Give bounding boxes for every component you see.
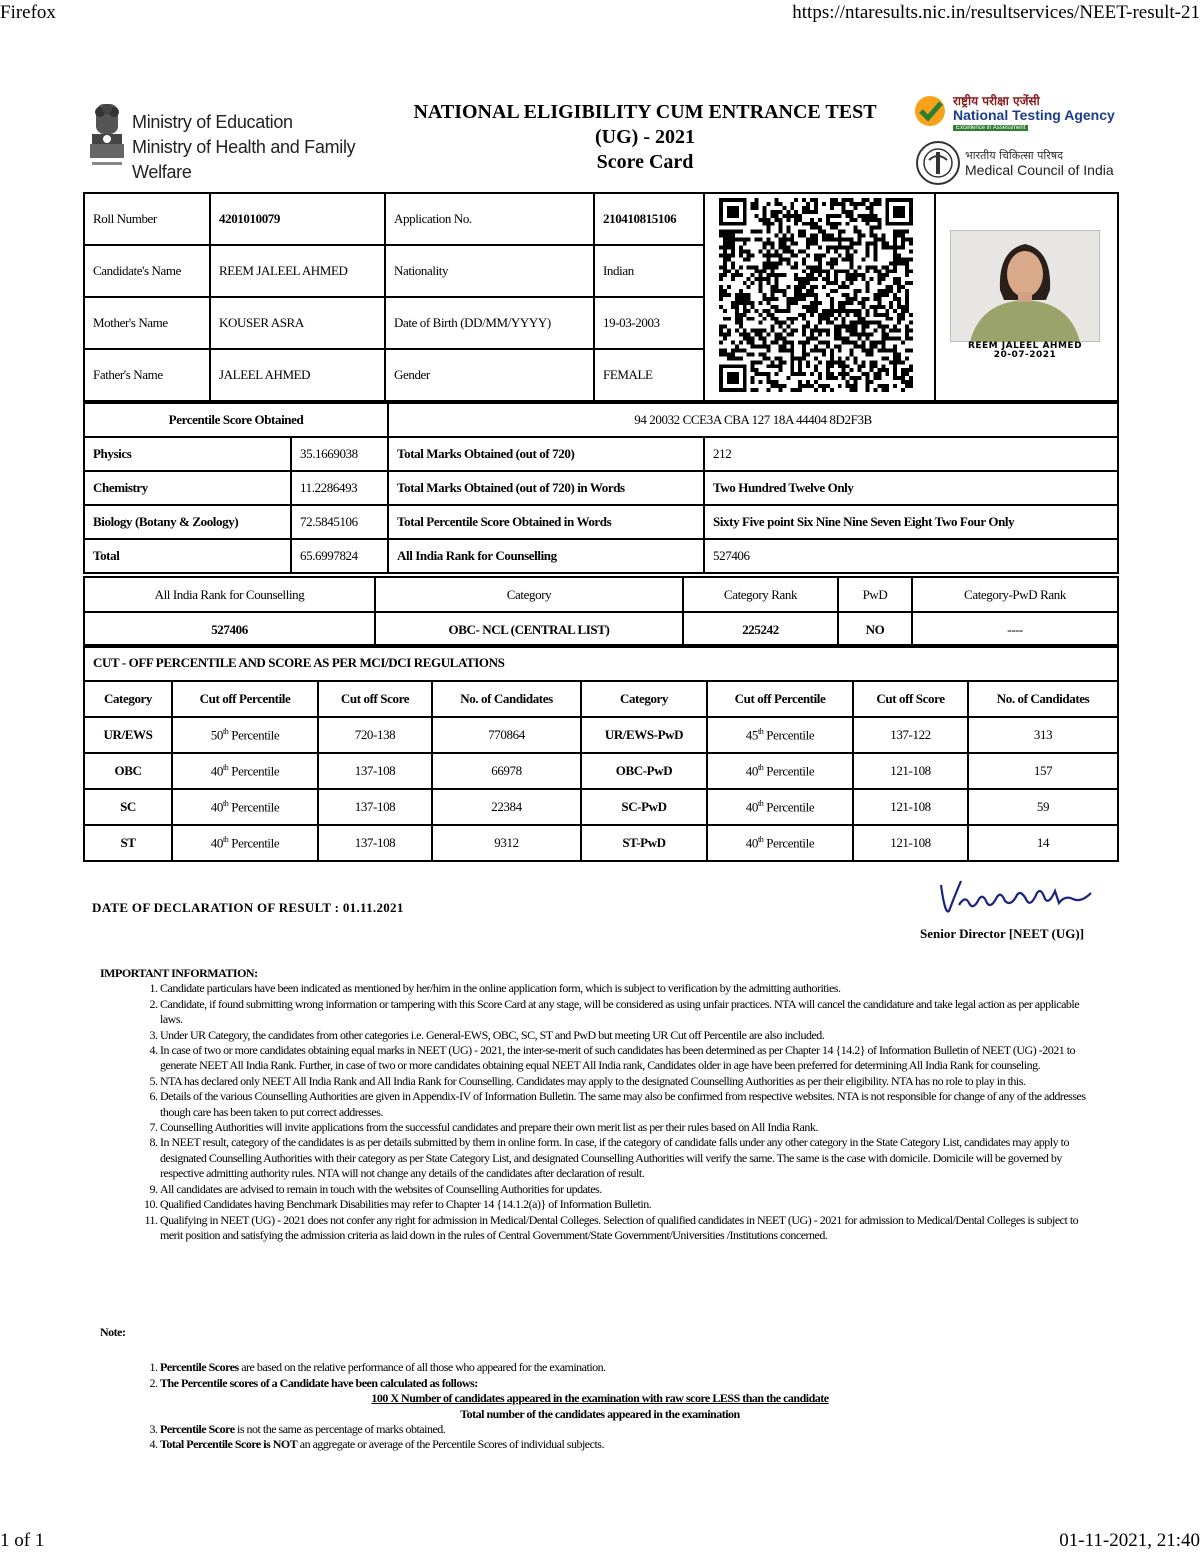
nationality-value: Indian <box>594 245 704 297</box>
cutoff-header: Cut off Score <box>853 681 968 717</box>
percentile-word: Percentile <box>766 727 815 743</box>
browser-url[interactable]: https://ntaresults.nic.in/resultservices/NEET-result-21 <box>792 2 1200 23</box>
info-item: 6. Details of the various Counselling Authorities are given in Appendix-IV of Information Bulletin. The same may also be confirmed from respective websites. NTA is not responsible for change of any of the addresses though care has been taken to put correct addresses. <box>160 1089 1100 1120</box>
national-emblem-icon <box>86 100 128 172</box>
percentile-header: Percentile Score Obtained <box>84 403 388 437</box>
note-3-text: is not the same as percentage of marks obtained. <box>234 1422 446 1437</box>
cutoff-pwd-score: 121-108 <box>853 789 968 825</box>
cutoff-pwd-percentile <box>707 789 853 825</box>
cutoff-row <box>84 717 1118 753</box>
category-header: Category <box>375 577 683 612</box>
marks-words-value: Two Hundred Twelve Only <box>704 471 1118 505</box>
cutoff-pwd-category: OBC-PwD <box>581 753 707 789</box>
note-item <box>160 1376 1100 1422</box>
formula-numerator: 100 X Number of candidates appeared in the examination with raw score LESS than the candidate <box>371 1391 829 1406</box>
cutoff-candidates: 66978 <box>432 753 581 789</box>
cutoff-row <box>84 825 1118 861</box>
percentile-number: 40 <box>745 835 758 851</box>
chemistry-label: Chemistry <box>84 471 291 505</box>
cutoff-score: 720-138 <box>318 717 432 753</box>
application-value: 210410815106 <box>594 193 704 245</box>
percentile-suffix: th <box>222 762 229 772</box>
cutoff-header: No. of Candidates <box>432 681 581 717</box>
note-section <box>100 1325 1100 1453</box>
nta-hindi-name: राष्ट्रीय परीक्षा एजेंसी <box>953 94 1040 108</box>
gender-value: FEMALE <box>594 349 704 401</box>
cutoff-percentile <box>172 789 318 825</box>
percentile-number: 40 <box>210 763 223 779</box>
info-list <box>100 981 1100 1243</box>
cutoff-category: ST <box>84 825 172 861</box>
nta-tagline: Excellence in Assessment <box>953 125 1028 131</box>
note-item <box>160 1360 1100 1375</box>
chemistry-value: 11.2286493 <box>291 471 388 505</box>
cutoff-row <box>84 789 1118 825</box>
cutoff-pwd-category: UR/EWS-PwD <box>581 717 707 753</box>
percentile-number: 40 <box>210 799 223 815</box>
cutoff-score: 137-108 <box>318 825 432 861</box>
cutoff-pwd-category: ST-PwD <box>581 825 707 861</box>
mother-label: Mother's Name <box>84 297 210 349</box>
roll-label: Roll Number <box>84 193 210 245</box>
biology-value: 72.5845106 <box>291 505 388 539</box>
category-pwd-rank-header: Category-PwD Rank <box>912 577 1118 612</box>
rank-cell: 527406 <box>84 612 375 647</box>
mci-hindi-name: भारतीय चिकित्सा परिषद <box>965 149 1063 162</box>
category-rank-header: Category Rank <box>683 577 838 612</box>
percentile-number: 40 <box>210 835 223 851</box>
cutoff-score: 137-108 <box>318 753 432 789</box>
info-item: 5. NTA has declared only NEET All India Rank and All India Rank for Counselling. Candidates may apply to the designated Counselling Authorities as per their eligibility. NTA has no role to play in this. <box>160 1074 1100 1089</box>
important-information <box>100 966 1100 1243</box>
title-line-2: (UG) - 2021 <box>595 126 695 148</box>
percentile-suffix: th <box>222 726 229 736</box>
page-indicator: 1 of 1 <box>0 1530 45 1551</box>
percentile-number: 45 <box>745 727 758 743</box>
gender-label: Gender <box>385 349 594 401</box>
note-1-text: are based on the relative performance of all those who appeared for the examination. <box>238 1360 606 1375</box>
dob-label: Date of Birth (DD/MM/YYYY) <box>385 297 594 349</box>
info-item: 3. Under UR Category, the candidates from other categories i.e. General-EWS, OBC, SC, ST and PwD but meeting UR Cut off Percentile are also included. <box>160 1028 1100 1043</box>
father-label: Father's Name <box>84 349 210 401</box>
cutoff-candidates: 770864 <box>432 717 581 753</box>
info-item: 4. In case of two or more candidates obtaining equal marks in NEET (UG) - 2021, the inter-se-merit of such candidates has been determined as per Chapter 14 {14.2} of Information Bulletin of NEET (UG) -2021 to generate NEET All India Rank. Further, in case of two or more candidates obtaining equal NEET All India rank, Candidates older in age have been preferred for determining All India Rank for counseling. <box>160 1043 1100 1074</box>
cutoff-pwd-percentile <box>707 753 853 789</box>
percentile-words-label: Total Percentile Score Obtained in Words <box>388 505 704 539</box>
category-pwd-rank-cell: ---- <box>912 612 1118 647</box>
print-datetime: 01-11-2021, 21:40 <box>1059 1530 1200 1551</box>
cutoff-pwd-percentile <box>707 825 853 861</box>
browser-app-name: Firefox <box>0 2 56 23</box>
cutoff-category: UR/EWS <box>84 717 172 753</box>
declaration-date: DATE OF DECLARATION OF RESULT : 01.11.2021 <box>92 900 404 915</box>
marks-value: 212 <box>704 437 1118 471</box>
cutoff-pwd-candidates: 14 <box>968 825 1118 861</box>
note-item <box>160 1437 1100 1452</box>
percentile-word: Percentile <box>231 835 280 851</box>
cutoff-pwd-percentile <box>707 717 853 753</box>
mci-english-name: Medical Council of India <box>965 162 1114 178</box>
info-item: 8. In NEET result, category of the candidates is as per details submitted by them in online form. In case, if the category of candidate falls under any other category in the State Category List, candidates may apply to designated Counselling Authorities with their category as per State Category List, and designated Counselling Authorities will verify the same. The same is the case with domicile. Domicile will be governed by respective admitting authority rules. NTA will not change any details of the candidates after declaration of result. <box>160 1135 1100 1181</box>
photo-caption-date: 20-07-2021 <box>993 350 1057 360</box>
roll-value: 4201010079 <box>210 193 385 245</box>
percentile-word: Percentile <box>766 799 815 815</box>
info-item: 10. Qualified Candidates having Benchmark Disabilities may refer to Chapter 14 {14.1.2(a)} of Information Bulletin. <box>160 1197 1100 1212</box>
nta-check-icon <box>913 94 947 128</box>
cutoff-candidates: 22384 <box>432 789 581 825</box>
percentile-word: Percentile <box>231 763 280 779</box>
ministry-education-text: Ministry of Education <box>132 112 293 132</box>
pwd-header: PwD <box>838 577 912 612</box>
info-item: 7. Counselling Authorities will invite applications from the successful candidates and prepare their own merit list as per their rules based on All India Rank. <box>160 1120 1100 1135</box>
note-list <box>100 1360 1100 1452</box>
cutoff-percentile <box>172 717 318 753</box>
signatory-title: Senior Director [NEET (UG)] <box>920 926 1085 941</box>
ministry-health-text: Ministry of Health and Family Welfare <box>132 137 356 182</box>
marks-words-label: Total Marks Obtained (out of 720) in Words <box>388 471 704 505</box>
title-line-3: Score Card <box>596 151 694 173</box>
info-item: 9. All candidates are advised to remain in touch with the websites of Counselling Authorities for updates. <box>160 1182 1100 1197</box>
info-item: 11. Qualifying in NEET (UG) - 2021 does not confer any right for admission in Medical/Dental Colleges. Selection of qualified candidates in NEET (UG) - 2021 for admission to Medical/Dental Colleges is subject to merit position and satisfying the admission criteria as laid down in the rules of Central Government/State Government/Universities /Institutions concerned. <box>160 1213 1100 1244</box>
cutoff-pwd-category: SC-PwD <box>581 789 707 825</box>
rank-category-table <box>83 576 1119 648</box>
mci-seal-icon <box>915 140 961 186</box>
title-line-1: NATIONAL ELIGIBILITY CUM ENTRANCE TEST <box>413 101 877 123</box>
formula-denominator: Total number of the candidates appeared in the examination <box>460 1406 740 1421</box>
qr-code-icon <box>718 198 914 392</box>
cutoff-pwd-candidates: 313 <box>968 717 1118 753</box>
percentile-suffix: th <box>757 834 764 844</box>
cutoff-header: Category <box>84 681 172 717</box>
cutoff-row <box>84 753 1118 789</box>
total-label: Total <box>84 539 291 573</box>
percentile-suffix: th <box>757 798 764 808</box>
percentile-word: Percentile <box>231 799 280 815</box>
percentile-suffix: th <box>222 834 229 844</box>
cutoff-table <box>83 644 1119 862</box>
percentile-word: Percentile <box>766 763 815 779</box>
note-3-bold: Percentile Score <box>160 1422 235 1437</box>
nta-english-name: National Testing Agency <box>953 107 1115 123</box>
total-value: 65.6997824 <box>291 539 388 573</box>
info-heading: IMPORTANT INFORMATION: <box>100 966 258 980</box>
percentile-number: 50 <box>210 727 223 743</box>
physics-label: Physics <box>84 437 291 471</box>
note-heading: Note: <box>100 1325 126 1339</box>
father-value: JALEEL AHMED <box>210 349 385 401</box>
cutoff-category: OBC <box>84 753 172 789</box>
percentile-suffix: th <box>222 798 229 808</box>
cutoff-pwd-candidates: 157 <box>968 753 1118 789</box>
cutoff-title: CUT - OFF PERCENTILE AND SCORE AS PER MCI/DCI REGULATIONS <box>84 645 1118 681</box>
note-item <box>160 1422 1100 1437</box>
cutoff-header: Cut off Percentile <box>707 681 853 717</box>
note-1-bold: Percentile Scores <box>160 1360 239 1375</box>
cutoff-candidates: 9312 <box>432 825 581 861</box>
physics-value: 35.1669038 <box>291 437 388 471</box>
name-label: Candidate's Name <box>84 245 210 297</box>
mother-value: KOUSER ASRA <box>210 297 385 349</box>
category-rank-cell: 225242 <box>683 612 838 647</box>
signature-icon <box>935 875 1105 923</box>
cutoff-percentile <box>172 825 318 861</box>
score-hash: 94 20032 CCE3A CBA 127 18A 44404 8D2F3B <box>388 403 1118 437</box>
info-item: 2. Candidate, if found submitting wrong information or tampering with this Score Card at any stage, will be considered as using unfair practices. NTA will cancel the candidature and take legal action as per applicable laws. <box>160 997 1100 1028</box>
rank-label: All India Rank for Counselling <box>388 539 704 573</box>
note-4-bold: Total Percentile Score is NOT <box>160 1437 298 1452</box>
percentile-suffix: th <box>757 762 764 772</box>
cutoff-header: Cut off Percentile <box>172 681 318 717</box>
percentile-number: 40 <box>745 799 758 815</box>
cutoff-percentile <box>172 753 318 789</box>
biology-label: Biology (Botany & Zoology) <box>84 505 291 539</box>
percentile-words-value: Sixty Five point Six Nine Nine Seven Eight Two Four Only <box>704 505 1118 539</box>
candidate-photo <box>950 230 1100 360</box>
ministry-logo <box>86 100 386 182</box>
name-value: REEM JALEEL AHMED <box>210 245 385 297</box>
percentile-word: Percentile <box>231 727 280 743</box>
page-title <box>395 100 895 175</box>
rank-value: 527406 <box>704 539 1118 573</box>
percentile-word: Percentile <box>766 835 815 851</box>
nationality-label: Nationality <box>385 245 594 297</box>
cutoff-header: No. of Candidates <box>968 681 1118 717</box>
cutoff-category: SC <box>84 789 172 825</box>
cutoff-pwd-score: 121-108 <box>853 753 968 789</box>
category-cell: OBC- NCL (CENTRAL LIST) <box>375 612 683 647</box>
cutoff-header: Category <box>581 681 707 717</box>
percentile-suffix: th <box>757 726 764 736</box>
info-item: 1. Candidate particulars have been indicated as mentioned by her/him in the online application form, which is subject to verification by the admitting authorities. <box>160 981 1100 996</box>
application-label: Application No. <box>385 193 594 245</box>
cutoff-pwd-candidates: 59 <box>968 789 1118 825</box>
marks-label: Total Marks Obtained (out of 720) <box>388 437 704 471</box>
note-4-text: an aggregate or average of the Percentile Scores of individual subjects. <box>297 1437 604 1452</box>
photo-caption-name: REEM JALEEL AHMED <box>967 341 1083 351</box>
cutoff-pwd-score: 137-122 <box>853 717 968 753</box>
nta-mci-logos <box>913 92 1118 182</box>
dob-value: 19-03-2003 <box>594 297 704 349</box>
pwd-cell: NO <box>838 612 912 647</box>
note-2-text: The Percentile scores of a Candidate have been calculated as follows: <box>160 1375 478 1390</box>
rank-header: All India Rank for Counselling <box>84 577 375 612</box>
cutoff-pwd-score: 121-108 <box>853 825 968 861</box>
score-table <box>83 402 1119 574</box>
cutoff-score: 137-108 <box>318 789 432 825</box>
percentile-number: 40 <box>745 763 758 779</box>
cutoff-header: Cut off Score <box>318 681 432 717</box>
candidate-portrait-icon <box>950 230 1100 342</box>
